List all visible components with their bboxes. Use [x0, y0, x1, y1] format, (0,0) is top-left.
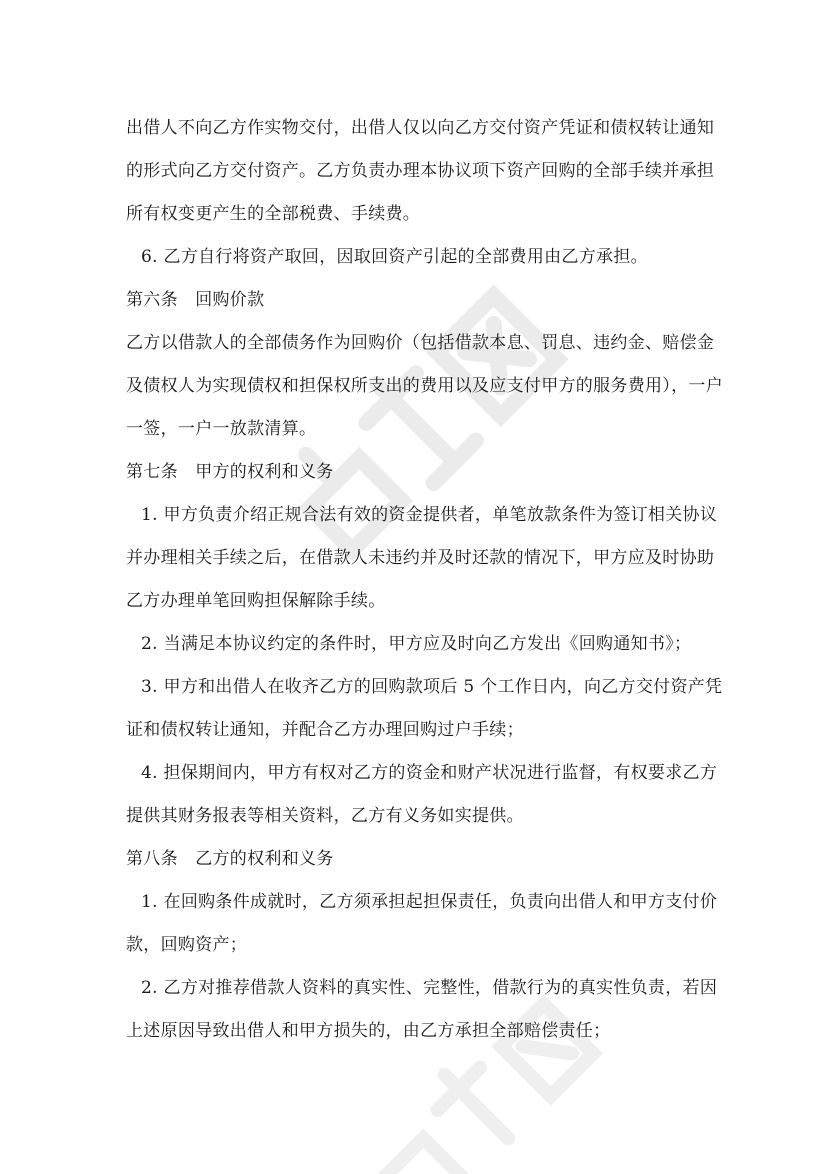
text-line: 款，回购资产；	[126, 935, 248, 955]
section-heading: 第七条 甲方的权利和义务	[126, 462, 334, 482]
text-line: 1. 在回购条件成就时，乙方须承担起担保责任，负责向出借人和甲方支付价	[141, 892, 718, 912]
text-line: 3. 甲方和出借人在收齐乙方的回购款项后 5 个工作日内，向乙方交付资产凭	[141, 677, 723, 697]
text-line: 乙方办理单笔回购担保解除手续。	[126, 591, 386, 611]
section-heading: 第六条 回购价款	[126, 290, 265, 310]
text-line: 上述原因导致出借人和甲方损失的，由乙方承担全部赔偿责任；	[126, 1021, 611, 1041]
text-line: 4. 担保期间内，甲方有权对乙方的资金和财产状况进行监督，有权要求乙方	[141, 763, 718, 783]
text-line: 证和债权转让通知，并配合乙方办理回购过户手续；	[126, 720, 524, 740]
text-line: 2. 乙方对推荐借款人资料的真实性、完整性，借款行为的真实性负责，若因	[141, 978, 718, 998]
text-line: 乙方以借款人的全部债务作为回购价（包括借款本息、罚息、违约金、赔偿金	[126, 333, 715, 353]
text-line: 并办理相关手续之后，在借款人未违约并及时还款的情况下，甲方应及时协助	[126, 548, 715, 568]
text-line: 及债权人为实现债权和担保权所支出的费用以及应支付甲方的服务费用），一户	[126, 376, 723, 396]
text-line: 所有权变更产生的全部税费、手续费。	[126, 204, 421, 224]
text-line: 6. 乙方自行将资产取回，因取回资产引起的全部费用由乙方承担。	[141, 247, 648, 267]
text-line: 的形式向乙方交付资产。乙方负责办理本协议项下资产回购的全部手续并承担	[126, 161, 715, 181]
text-line: 提供其财务报表等相关资料，乙方有义务如实提供。	[126, 806, 524, 826]
section-heading: 第八条 乙方的权利和义务	[126, 849, 334, 869]
watermark-logo-bottom	[330, 980, 630, 1174]
text-line: 出借人不向乙方作实物交付，出借人仅以向乙方交付资产凭证和债权转让通知	[126, 118, 715, 138]
text-line: 一签，一户一放款清算。	[126, 419, 317, 439]
text-line: 2. 当满足本协议约定的条件时，甲方应及时向乙方发出《回购通知书》；	[141, 634, 692, 654]
text-line: 1. 甲方负责介绍正规合法有效的资金提供者，单笔放款条件为签订相关协议	[141, 505, 718, 525]
